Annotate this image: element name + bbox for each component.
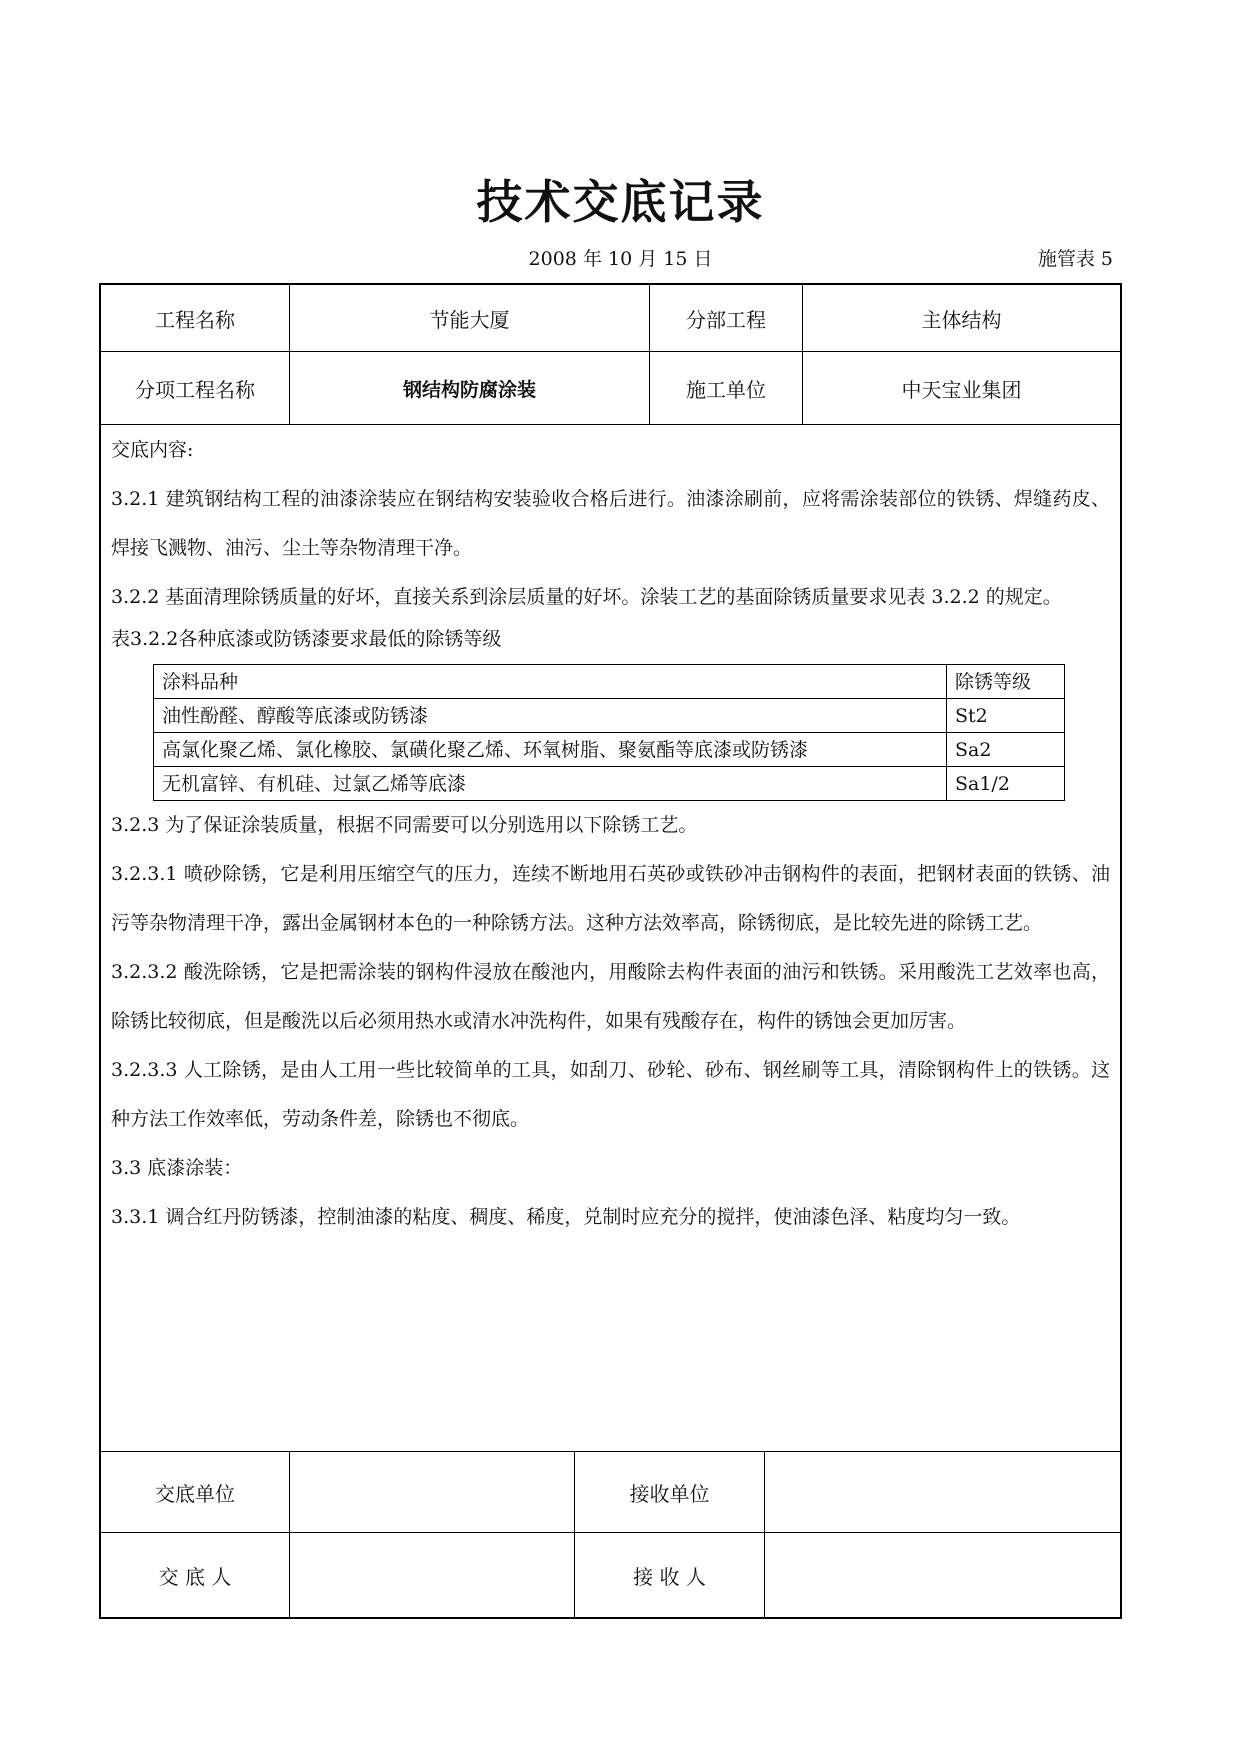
contractor-label: 施工单位 — [686, 377, 766, 402]
table-row — [154, 767, 1065, 801]
table-header-grade: 除锈等级 — [947, 665, 1065, 699]
paragraph-3-2-3: 3.2.3 为了保证涂装质量，根据不同需要可以分别选用以下除锈工艺。 — [111, 814, 698, 836]
table-cell-grade: Sa1/2 — [947, 767, 1065, 801]
content-heading: 交底内容: — [111, 439, 194, 461]
table-row — [154, 733, 1065, 767]
division-label: 分部工程 — [686, 307, 766, 332]
paragraph-3-2-3-3: 3.2.3.3 人工除锈，是由人工用一些比较简单的工具，如刮刀、砂轮、砂布、钢丝刷等工具，清除钢构件上的铁锈。这种方法工作效率低，劳动条件差，除锈也不彻底。 — [111, 1059, 1110, 1130]
issuer-unit-label: 交底单位 — [155, 1481, 235, 1506]
document-title: 技术交底记录 — [476, 175, 765, 229]
division-value: 主体结构 — [921, 307, 1002, 332]
issuer-person-field[interactable] — [290, 1533, 574, 1617]
receiver-person-field[interactable] — [765, 1533, 1120, 1617]
table-cell-coating: 油性酚醛、醇酸等底漆或防锈漆 — [154, 699, 947, 733]
form-number: 施管表 5 — [1037, 248, 1113, 270]
table-header-row — [154, 665, 1065, 699]
paragraph-3-2-3-1: 3.2.3.1 喷砂除锈，它是利用压缩空气的压力，连续不断地用石英砂或铁砂冲击钢构件的表面，把钢材表面的铁锈、油污等杂物清理干净，露出金属钢材本色的一种除锈方法。这种方法效率高，除锈彻底，是比较先进的除锈工艺。 — [111, 863, 1110, 934]
table-cell-coating: 无机富锌、有机硅、过氯乙烯等底漆 — [154, 767, 947, 801]
record-form — [99, 283, 1122, 1619]
subitem-label: 分项工程名称 — [135, 377, 255, 402]
row-divider — [101, 424, 1120, 425]
paragraph-3-2-1: 3.2.1 建筑钢结构工程的油漆涂装应在钢结构安装验收合格后进行。油漆涂刷前，应将需涂装部位的铁锈、焊缝药皮、焊接飞溅物、油污、尘土等杂物清理干净。 — [111, 488, 1110, 559]
table-cell-coating: 高氯化聚乙烯、氯化橡胶、氯磺化聚乙烯、环氧树脂、聚氨酯等底漆或防锈漆 — [154, 733, 947, 767]
project-name-value: 节能大厦 — [429, 307, 510, 332]
rust-grade-table — [153, 664, 1065, 801]
table-row — [154, 699, 1065, 733]
project-name-label: 工程名称 — [155, 307, 235, 332]
briefing-content — [111, 426, 1110, 1242]
receiver-unit-field[interactable] — [765, 1452, 1120, 1532]
paragraph-3-3: 3.3 底漆涂装： — [111, 1157, 243, 1179]
receiver-person-label: 接 收 人 — [633, 1564, 706, 1589]
contractor-value: 中天宝业集团 — [901, 377, 1022, 402]
paragraph-3-2-2: 3.2.2 基面清理除锈质量的好坏，直接关系到涂层质量的好坏。涂装工艺的基面除锈质量要求见表 3.2.2 的规定。 — [111, 586, 1062, 608]
paragraph-3-3-1: 3.3.1 调合红丹防锈漆，控制油漆的粘度、稠度、稀度，兑制时应充分的搅拌，使油漆色泽、粘度均匀一致。 — [111, 1206, 1021, 1228]
subitem-value: 钢结构防腐涂装 — [402, 378, 536, 401]
receiver-unit-label: 接收单位 — [629, 1481, 710, 1506]
document-date: 2008 年 10 月 15 日 — [528, 248, 713, 270]
table-header-coating: 涂料品种 — [154, 665, 947, 699]
table-cell-grade: Sa2 — [947, 733, 1065, 767]
table-cell-grade: St2 — [947, 699, 1065, 733]
issuer-person-label: 交 底 人 — [158, 1564, 232, 1589]
table-caption: 表3.2.2各种底漆或防锈漆要求最低的除锈等级 — [111, 628, 502, 650]
issuer-unit-field[interactable] — [290, 1452, 574, 1532]
paragraph-3-2-3-2: 3.2.3.2 酸洗除锈，它是把需涂装的钢构件浸放在酸池内，用酸除去构件表面的油污和铁锈。采用酸洗工艺效率也高，除锈比较彻底，但是酸洗以后必须用热水或清水冲洗构件，如果有残酸存在，构件的锈蚀会更加厉害。 — [111, 961, 1110, 1032]
